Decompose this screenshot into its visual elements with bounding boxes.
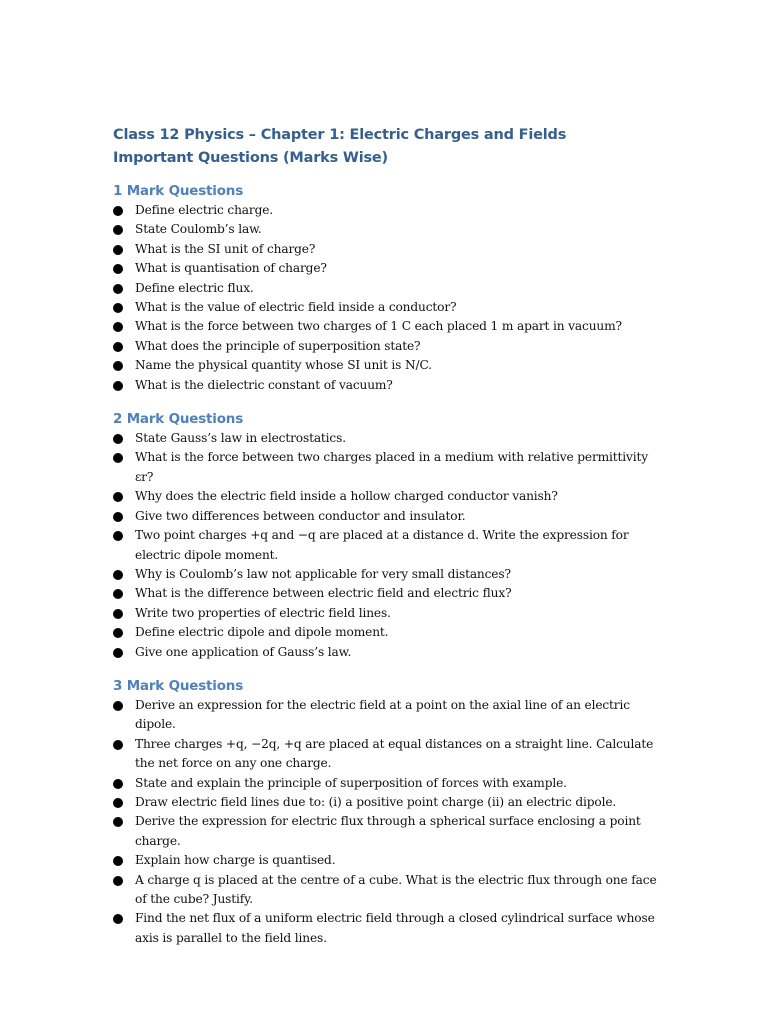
- question-item: [113, 201, 658, 220]
- bullet-icon: [113, 342, 123, 352]
- question-text: Give two differences between conductor and insulator.: [135, 508, 466, 523]
- document-content: [113, 124, 658, 948]
- question-item: [113, 487, 658, 506]
- question-text: Why is Coulomb’s law not applicable for very small distances?: [135, 566, 511, 581]
- question-item: [113, 356, 658, 375]
- bullet-icon: [113, 512, 123, 522]
- bullet-icon: [113, 914, 123, 924]
- title-line-2: Important Questions (Marks Wise): [113, 150, 388, 166]
- bullet-icon: [113, 856, 123, 866]
- bullet-icon: [113, 798, 123, 808]
- bullet-icon: [113, 245, 123, 255]
- question-list: [113, 696, 658, 948]
- question-text: Why does the electric field inside a hollow charged conductor vanish?: [135, 489, 558, 504]
- question-text: Derive the expression for electric flux through a spherical surface enclosing a point charge.: [135, 814, 641, 848]
- question-item: [113, 812, 658, 851]
- question-item: [113, 735, 658, 774]
- bullet-icon: [113, 361, 123, 371]
- question-item: [113, 448, 658, 487]
- section-2-mark: [113, 410, 658, 662]
- question-item: [113, 604, 658, 623]
- bullet-icon: [113, 381, 123, 391]
- question-text: Explain how charge is quantised.: [135, 853, 336, 868]
- section-3-mark: [113, 677, 658, 948]
- bullet-icon: [113, 453, 123, 463]
- section-heading: 2 Mark Questions: [113, 411, 244, 428]
- bullet-icon: [113, 589, 123, 599]
- question-item: [113, 240, 658, 259]
- question-list: [113, 429, 658, 662]
- bullet-icon: [113, 322, 123, 332]
- question-item: [113, 526, 658, 565]
- question-item: [113, 623, 658, 642]
- question-text: State Gauss’s law in electrostatics.: [135, 431, 346, 446]
- question-item: [113, 220, 658, 239]
- section-heading: 3 Mark Questions: [113, 677, 244, 694]
- bullet-icon: [113, 492, 123, 502]
- question-text: State Coulomb’s law.: [135, 222, 262, 237]
- question-text: Define electric flux.: [135, 280, 254, 295]
- question-text: What is quantisation of charge?: [135, 261, 327, 276]
- question-item: [113, 507, 658, 526]
- question-item: [113, 376, 658, 395]
- document-title: [113, 124, 658, 170]
- question-text: State and explain the principle of superposition of forces with example.: [135, 775, 567, 790]
- question-text: What is the difference between electric field and electric flux?: [135, 586, 512, 601]
- question-item: [113, 317, 658, 336]
- question-item: [113, 584, 658, 603]
- question-text: Draw electric field lines due to: (i) a positive point charge (ii) an electric dipole.: [135, 794, 617, 809]
- section-heading: 1 Mark Questions: [113, 183, 244, 199]
- bullet-icon: [113, 264, 123, 274]
- bullet-icon: [113, 570, 123, 580]
- question-text: Define electric dipole and dipole moment.: [135, 625, 389, 640]
- bullet-icon: [113, 779, 123, 789]
- bullet-icon: [113, 609, 123, 619]
- bullet-icon: [113, 701, 123, 711]
- bullet-icon: [113, 284, 123, 294]
- question-text: Define electric charge.: [135, 203, 274, 217]
- question-item: [113, 696, 658, 735]
- section-1-mark: [113, 182, 658, 395]
- question-text: Two point charges +q and −q are placed at a distance d. Write the expression for electric dipole moment.: [135, 528, 629, 562]
- title-line-1: Class 12 Physics – Chapter 1: Electric Charges and Fields: [113, 127, 567, 143]
- question-text: What is the force between two charges of 1 C each placed 1 m apart in vacuum?: [135, 319, 622, 334]
- question-text: What is the dielectric constant of vacuum?: [135, 377, 393, 392]
- question-item: [113, 259, 658, 278]
- question-item: [113, 793, 658, 812]
- question-item: [113, 337, 658, 356]
- bullet-icon: [113, 206, 123, 216]
- question-text: Find the net flux of a uniform electric field through a closed cylindrical surface whose axis is parallel to the field lines.: [135, 911, 655, 945]
- question-text: A charge q is placed at the centre of a cube. What is the electric flux through one face of the cube? Justify.: [135, 872, 657, 906]
- question-text: What is the value of electric field inside a conductor?: [135, 300, 457, 315]
- bullet-icon: [113, 434, 123, 444]
- question-item: [113, 565, 658, 584]
- question-text: What is the SI unit of charge?: [135, 241, 316, 256]
- bullet-icon: [113, 740, 123, 750]
- question-item: [113, 851, 658, 870]
- bullet-icon: [113, 628, 123, 638]
- question-text: Write two properties of electric field lines.: [135, 605, 391, 620]
- question-item: [113, 643, 658, 662]
- bullet-icon: [113, 303, 123, 313]
- bullet-icon: [113, 648, 123, 658]
- question-item: [113, 279, 658, 298]
- question-item: [113, 298, 658, 317]
- question-text: What is the force between two charges placed in a medium with relative permittivity εr?: [135, 450, 649, 484]
- bullet-icon: [113, 876, 123, 886]
- question-sections: [113, 182, 658, 948]
- bullet-icon: [113, 817, 123, 827]
- question-item: [113, 909, 658, 948]
- question-item: [113, 871, 658, 910]
- question-text: Give one application of Gauss’s law.: [135, 644, 352, 659]
- question-item: [113, 774, 658, 793]
- bullet-icon: [113, 225, 123, 235]
- question-text: Name the physical quantity whose SI unit is N/C.: [135, 358, 432, 373]
- question-text: Derive an expression for the electric field at a point on the axial line of an electric dipole.: [135, 697, 630, 732]
- question-text: What does the principle of superposition state?: [135, 338, 421, 353]
- bullet-icon: [113, 531, 123, 541]
- question-item: [113, 429, 658, 448]
- question-text: Three charges +q, −2q, +q are placed at equal distances on a straight line. Calculate the net force on any one charge.: [135, 736, 654, 771]
- question-list: [113, 201, 658, 395]
